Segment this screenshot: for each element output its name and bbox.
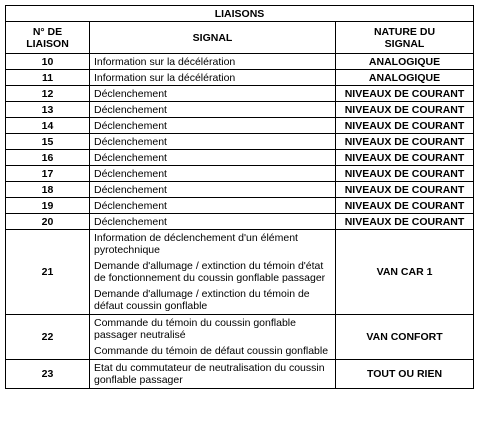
signal-text: Commande du témoin du coussin gonflable passager neutralisé xyxy=(94,317,296,341)
nature-cell: NIVEAUX DE COURANT xyxy=(336,214,474,230)
liaison-number: 18 xyxy=(6,182,90,198)
header-num xyxy=(6,22,90,54)
signal-text: Déclenchement xyxy=(94,215,167,228)
table-title: LIAISONS xyxy=(6,6,474,22)
signal-text: Déclenchement xyxy=(94,167,167,180)
signal-cell xyxy=(90,360,336,389)
liaison-number: 11 xyxy=(6,70,90,86)
signal-cell xyxy=(90,315,336,360)
table-row xyxy=(6,315,474,360)
signal-cell xyxy=(90,54,336,70)
nature-cell: NIVEAUX DE COURANT xyxy=(336,118,474,134)
table-row xyxy=(6,150,474,166)
signal-cell xyxy=(90,118,336,134)
nature-cell: ANALOGIQUE xyxy=(336,54,474,70)
header-nature-line-1: NATURE DU xyxy=(373,25,436,38)
signal-text: Information de déclenchement d'un élément pyrotechnique xyxy=(94,232,298,256)
signal-cell xyxy=(90,150,336,166)
signal-text: Déclenchement xyxy=(94,199,167,212)
signal-cell xyxy=(90,198,336,214)
signal-cell xyxy=(90,86,336,102)
liaison-number: 21 xyxy=(6,230,90,315)
header-num-line-1: N° DE xyxy=(32,25,63,38)
signal-cell xyxy=(90,214,336,230)
nature-cell: TOUT OU RIEN xyxy=(336,360,474,389)
table-row xyxy=(6,70,474,86)
liaison-number: 13 xyxy=(6,102,90,118)
nature-cell: NIVEAUX DE COURANT xyxy=(336,198,474,214)
signal-cell xyxy=(90,182,336,198)
nature-cell: NIVEAUX DE COURANT xyxy=(336,86,474,102)
table-row xyxy=(6,166,474,182)
liaison-number: 19 xyxy=(6,198,90,214)
nature-cell: ANALOGIQUE xyxy=(336,70,474,86)
table-row xyxy=(6,118,474,134)
table-row xyxy=(6,54,474,70)
signal-text: Déclenchement xyxy=(94,103,167,116)
table-row xyxy=(6,102,474,118)
signal-cell xyxy=(90,134,336,150)
signal-text: Déclenchement xyxy=(94,183,167,196)
table-row xyxy=(6,230,474,315)
table-row xyxy=(6,360,474,389)
header-num-line-2: LIAISON xyxy=(26,37,69,50)
signal-cell xyxy=(90,102,336,118)
liaison-number: 23 xyxy=(6,360,90,389)
signal-cell xyxy=(90,230,336,315)
liaisons-table xyxy=(5,5,474,389)
signal-text: Information sur la décélération xyxy=(94,55,236,68)
table-row xyxy=(6,198,474,214)
nature-cell: NIVEAUX DE COURANT xyxy=(336,182,474,198)
header-nature-line-2: SIGNAL xyxy=(384,37,425,50)
nature-cell: VAN CAR 1 xyxy=(336,230,474,315)
signal-text: Demande d'allumage / extinction du témoin de défaut coussin gonflable xyxy=(94,288,310,312)
liaison-number: 10 xyxy=(6,54,90,70)
nature-cell: NIVEAUX DE COURANT xyxy=(336,150,474,166)
liaison-number: 17 xyxy=(6,166,90,182)
signal-text: Déclenchement xyxy=(94,87,167,100)
signal-text: Déclenchement xyxy=(94,151,167,164)
liaison-number: 22 xyxy=(6,315,90,360)
nature-cell: NIVEAUX DE COURANT xyxy=(336,134,474,150)
signal-cell xyxy=(90,70,336,86)
liaison-number: 14 xyxy=(6,118,90,134)
liaison-number: 15 xyxy=(6,134,90,150)
signal-cell xyxy=(90,166,336,182)
signal-text: Déclenchement xyxy=(94,119,167,132)
liaison-number: 20 xyxy=(6,214,90,230)
table-row xyxy=(6,214,474,230)
signal-text: Information sur la décélération xyxy=(94,71,236,84)
table-row xyxy=(6,134,474,150)
header-signal: SIGNAL xyxy=(90,22,336,54)
nature-cell: VAN CONFORT xyxy=(336,315,474,360)
table-row xyxy=(6,86,474,102)
signal-text: Etat du commutateur de neutralisation du coussin gonflable passager xyxy=(94,362,325,386)
table-body xyxy=(6,54,474,389)
signal-text: Demande d'allumage / extinction du témoin d'état de fonctionnement du coussin gonflable passager xyxy=(94,260,326,284)
header-nature xyxy=(336,22,474,54)
table-row xyxy=(6,182,474,198)
nature-cell: NIVEAUX DE COURANT xyxy=(336,102,474,118)
signal-text: Commande du témoin de défaut coussin gonflable xyxy=(94,345,329,357)
nature-cell: NIVEAUX DE COURANT xyxy=(336,166,474,182)
liaison-number: 12 xyxy=(6,86,90,102)
liaison-number: 16 xyxy=(6,150,90,166)
signal-text: Déclenchement xyxy=(94,135,167,148)
